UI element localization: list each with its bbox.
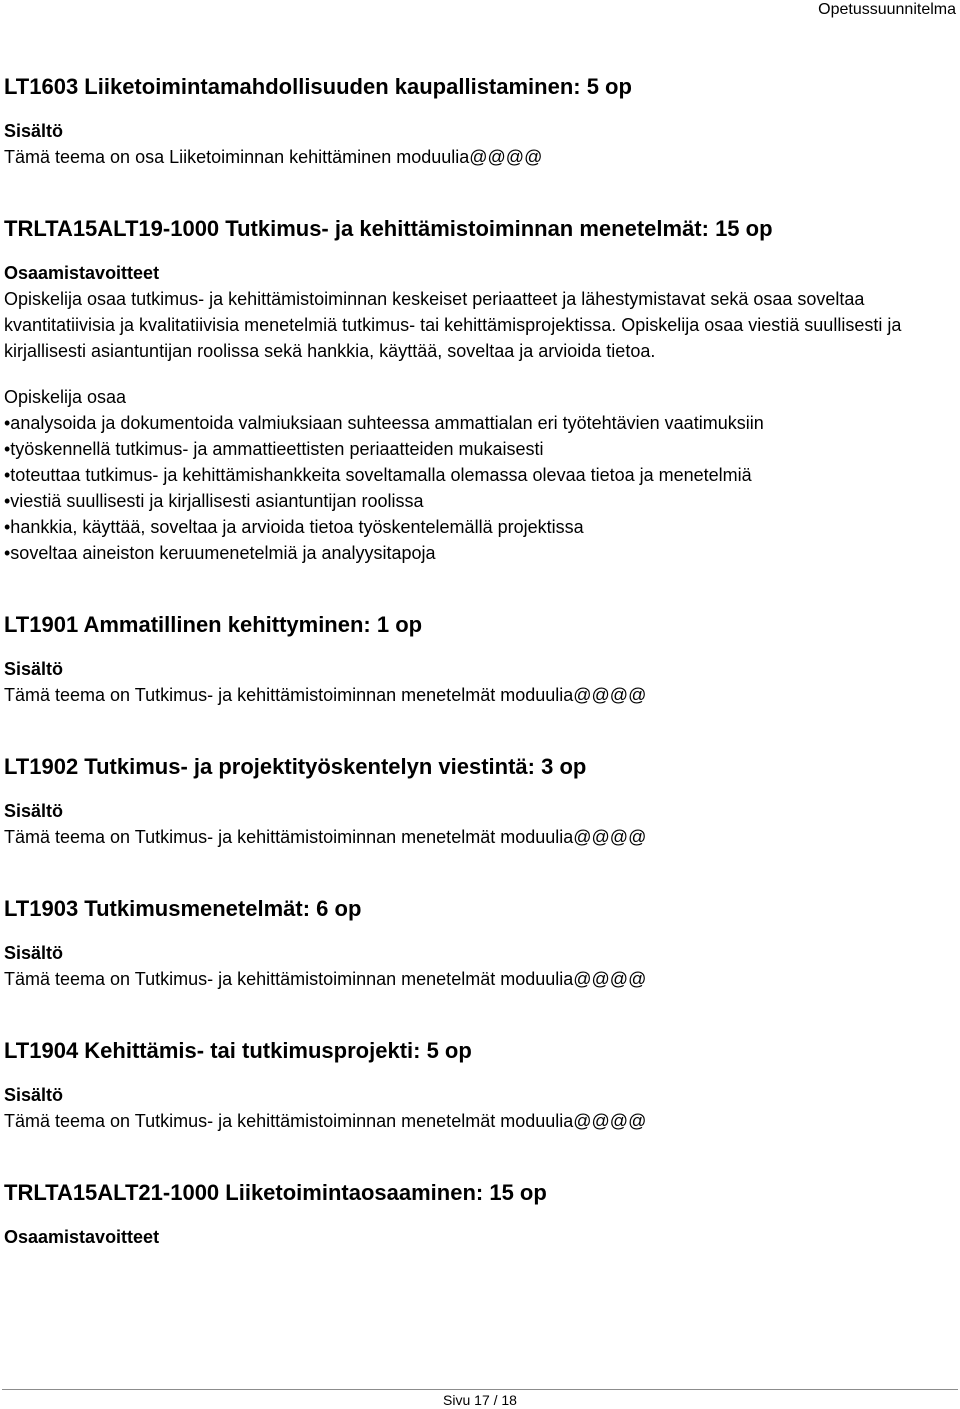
- section-title: LT1901 Ammatillinen kehittyminen: 1 op: [4, 612, 423, 637]
- course-section-lt1902: [4, 752, 956, 850]
- section-subheading: Sisältö: [4, 1085, 64, 1105]
- section-title: LT1603 Liiketoimintamahdollisuuden kaupallistaminen: 5 op: [4, 74, 632, 99]
- section-subheading: Sisältö: [4, 943, 64, 963]
- list-item: •toteuttaa tutkimus- ja kehittämishankkeita soveltamalla olemassa olevaa tietoa ja menetelmiä: [4, 465, 752, 485]
- page-number: Sivu 17 / 18: [443, 1392, 517, 1408]
- module-section-trlta15alt21: [4, 1178, 956, 1250]
- page-footer: [0, 1389, 960, 1409]
- list-intro: Opiskelija osaa: [4, 387, 127, 407]
- section-text: Tämä teema on Tutkimus- ja kehittämistoiminnan menetelmät moduulia@@@@: [4, 685, 647, 705]
- section-subheading: Sisältö: [4, 801, 64, 821]
- list-item: •hankkia, käyttää, soveltaa ja arvioida tietoa työskentelemällä projektissa: [4, 517, 584, 537]
- section-subheading: Osaamistavoitteet: [4, 263, 160, 283]
- course-section-lt1603: [4, 72, 956, 170]
- course-section-lt1901: [4, 610, 956, 708]
- section-subheading: Sisältö: [4, 659, 64, 679]
- section-title: TRLTA15ALT19-1000 Tutkimus- ja kehittämistoiminnan menetelmät: 15 op: [4, 216, 773, 241]
- course-section-lt1903: [4, 894, 956, 992]
- section-text: Tämä teema on Tutkimus- ja kehittämistoiminnan menetelmät moduulia@@@@: [4, 1111, 647, 1131]
- list-item: •viestiä suullisesti ja kirjallisesti asiantuntijan roolissa: [4, 491, 424, 511]
- section-text: Tämä teema on osa Liiketoiminnan kehittäminen moduulia@@@@: [4, 147, 543, 167]
- module-section-trlta15alt19: [4, 214, 956, 566]
- learning-outcomes-list: [4, 410, 956, 566]
- document-header-title: Opetussuunnitelma: [818, 1, 956, 18]
- section-subheading: Sisältö: [4, 121, 64, 141]
- section-title: TRLTA15ALT21-1000 Liiketoimintaosaaminen: 15 op: [4, 1180, 547, 1205]
- learning-outcomes-paragraph: Opiskelija osaa tutkimus- ja kehittämistoiminnan keskeiset periaatteet ja lähestymistavat sekä osaa soveltaa kvantitatiivisia ja kvalitatiivisia menetelmiä tutkimus- tai kehittämisprojektissa. Opiskelija osaa viestiä suullisesti ja kirjallisesti asiantuntijan roolissa sekä hankkia, käyttää, soveltaa ja arvioida tietoa.: [4, 289, 902, 361]
- section-title: LT1902 Tutkimus- ja projektityöskentelyn viestintä: 3 op: [4, 754, 587, 779]
- course-section-lt1904: [4, 1036, 956, 1134]
- document-body: [4, 72, 956, 1294]
- section-subheading: Osaamistavoitteet: [4, 1227, 160, 1247]
- section-text: Tämä teema on Tutkimus- ja kehittämistoiminnan menetelmät moduulia@@@@: [4, 827, 647, 847]
- section-text: Tämä teema on Tutkimus- ja kehittämistoiminnan menetelmät moduulia@@@@: [4, 969, 647, 989]
- list-item: •työskennellä tutkimus- ja ammattieettisten periaatteiden mukaisesti: [4, 439, 544, 459]
- list-item: •analysoida ja dokumentoida valmiuksiaan suhteessa ammattialan eri työtehtävien vaatimuksiin: [4, 413, 764, 433]
- footer-divider: [2, 1389, 958, 1390]
- list-item: •soveltaa aineiston keruumenetelmiä ja analyysitapoja: [4, 543, 436, 563]
- section-title: LT1904 Kehittämis- tai tutkimusprojekti: 5 op: [4, 1038, 472, 1063]
- section-title: LT1903 Tutkimusmenetelmät: 6 op: [4, 896, 362, 921]
